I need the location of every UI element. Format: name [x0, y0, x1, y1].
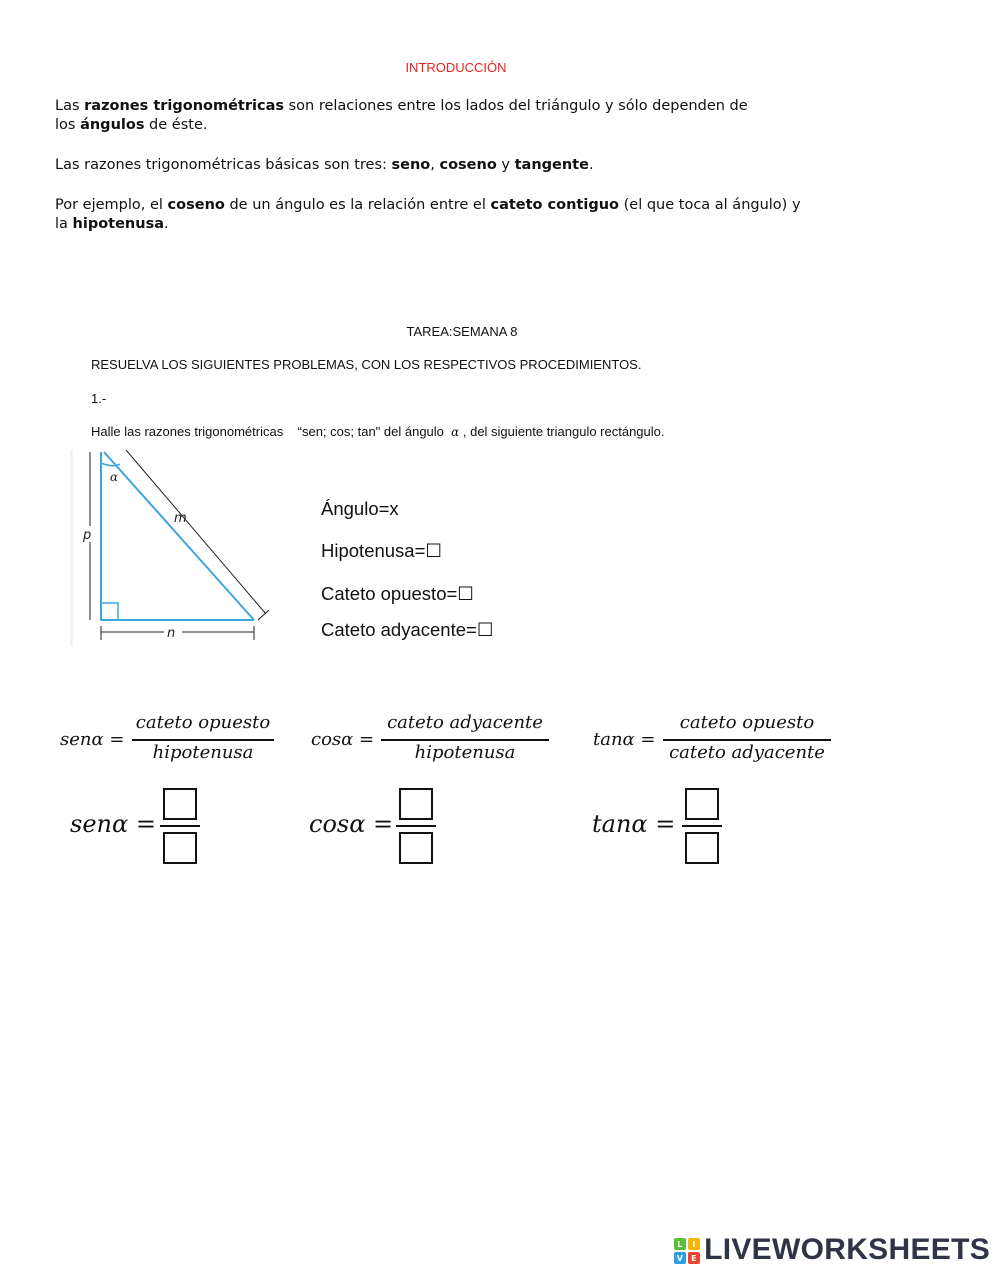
- intro-paragraph-2: [55, 156, 594, 175]
- answer-opposite-leg[interactable]: Cateto opuesto=☐: [321, 583, 474, 604]
- fraction-bar: [663, 739, 831, 741]
- formula-tangent-name: tanα =: [593, 729, 656, 750]
- text: Halle las razones trigonométricas “sen; cos; tan" del ángulo: [91, 424, 452, 439]
- text: la: [55, 216, 73, 232]
- task-title: TAREA:SEMANA 8: [406, 324, 518, 339]
- formula-sine-denominator: hipotenusa: [152, 742, 254, 763]
- fraction-bar: [381, 739, 549, 741]
- formula-sine-fraction: [132, 712, 274, 768]
- blank-cosine-denominator-box[interactable]: [399, 832, 433, 864]
- formula-cosine: [311, 712, 551, 768]
- task-prompt: [91, 424, 665, 439]
- formula-cosine-fraction: [381, 712, 549, 768]
- bold-term: ángulos: [80, 117, 145, 133]
- blank-cosine-numerator-box[interactable]: [399, 788, 433, 820]
- svg-text:V: V: [676, 1254, 684, 1264]
- right-triangle-diagram: [70, 450, 270, 646]
- formula-tangent-fraction: [663, 712, 831, 768]
- svg-text:L: L: [677, 1240, 683, 1250]
- bold-term: seno: [391, 157, 431, 173]
- answer-adjacent-leg[interactable]: Cateto adyacente=☐: [321, 619, 494, 640]
- logo-text: LIVEWORKSHEETS: [704, 1233, 990, 1266]
- blank-sine-name: senα =: [70, 810, 156, 838]
- answer-angle: Ángulo=x: [321, 498, 399, 519]
- side-label-n: n: [167, 626, 176, 641]
- text: Las razones trigonométricas básicas son tres:: [55, 157, 392, 173]
- formula-sine-numerator: cateto opuesto: [135, 712, 271, 733]
- text: los: [55, 117, 81, 133]
- intro-paragraph-1: [55, 97, 748, 135]
- blank-tangent-name: tanα =: [592, 810, 676, 838]
- formula-tangent-denominator: cateto adyacente: [669, 742, 825, 763]
- fraction-bar: [682, 825, 722, 827]
- text: Las: [55, 98, 85, 114]
- task-number: 1.-: [91, 391, 107, 406]
- angle-label-alpha: α: [110, 470, 119, 484]
- text: de éste.: [144, 117, 208, 133]
- text: Por ejemplo, el: [55, 197, 168, 213]
- formula-cosine-numerator: cateto adyacente: [387, 712, 543, 733]
- text: .: [164, 216, 169, 232]
- formula-sine: [60, 712, 276, 768]
- answer-hypotenuse[interactable]: Hipotenusa=☐: [321, 540, 442, 561]
- blank-sine-denominator-box[interactable]: [163, 832, 197, 864]
- text: (el que toca al ángulo) y: [619, 197, 801, 213]
- formula-sine-name: senα =: [60, 729, 125, 750]
- fraction-bar: [396, 825, 436, 827]
- formula-tangent: [593, 712, 833, 768]
- blank-sine-numerator-box[interactable]: [163, 788, 197, 820]
- svg-text:I: I: [692, 1240, 696, 1250]
- text: son relaciones entre los lados del triángulo y sólo dependen de: [284, 98, 748, 114]
- alpha-symbol: α: [451, 425, 460, 439]
- diagram-canvas: [73, 450, 270, 646]
- formula-cosine-denominator: hipotenusa: [414, 742, 516, 763]
- text: y: [496, 157, 515, 173]
- bold-term: coseno: [167, 197, 225, 213]
- intro-paragraph-3: [55, 196, 801, 234]
- text: de un ángulo es la relación entre el: [224, 197, 491, 213]
- text: .: [588, 157, 594, 173]
- blank-cosine-name: cosα =: [309, 810, 394, 838]
- text: , del siguiente triangulo rectángulo.: [459, 424, 665, 439]
- task-instruction: RESUELVA LOS SIGUIENTES PROBLEMAS, CON LOS RESPECTIVOS PROCEDIMIENTOS.: [91, 357, 642, 372]
- logo-badge-icon: [674, 1238, 700, 1264]
- fraction-bar: [132, 739, 274, 741]
- formula-tangent-numerator: cateto opuesto: [679, 712, 815, 733]
- intro-title: INTRODUCCIÓN: [405, 60, 507, 75]
- svg-text:E: E: [691, 1254, 697, 1264]
- bold-term: cateto contiguo: [490, 197, 620, 213]
- fraction-bar: [160, 825, 200, 827]
- liveworksheets-logo: [674, 1233, 990, 1267]
- bold-term: tangente: [514, 157, 589, 173]
- bold-term: coseno: [439, 157, 497, 173]
- blank-tangent-numerator-box[interactable]: [685, 788, 719, 820]
- side-label-m: m: [174, 511, 187, 526]
- side-label-p: p: [83, 528, 92, 543]
- text: ,: [430, 157, 440, 173]
- blank-tangent-denominator-box[interactable]: [685, 832, 719, 864]
- formula-cosine-name: cosα =: [311, 729, 375, 750]
- bold-term: hipotenusa: [72, 216, 164, 232]
- bold-term: razones trigonométricas: [84, 98, 284, 114]
